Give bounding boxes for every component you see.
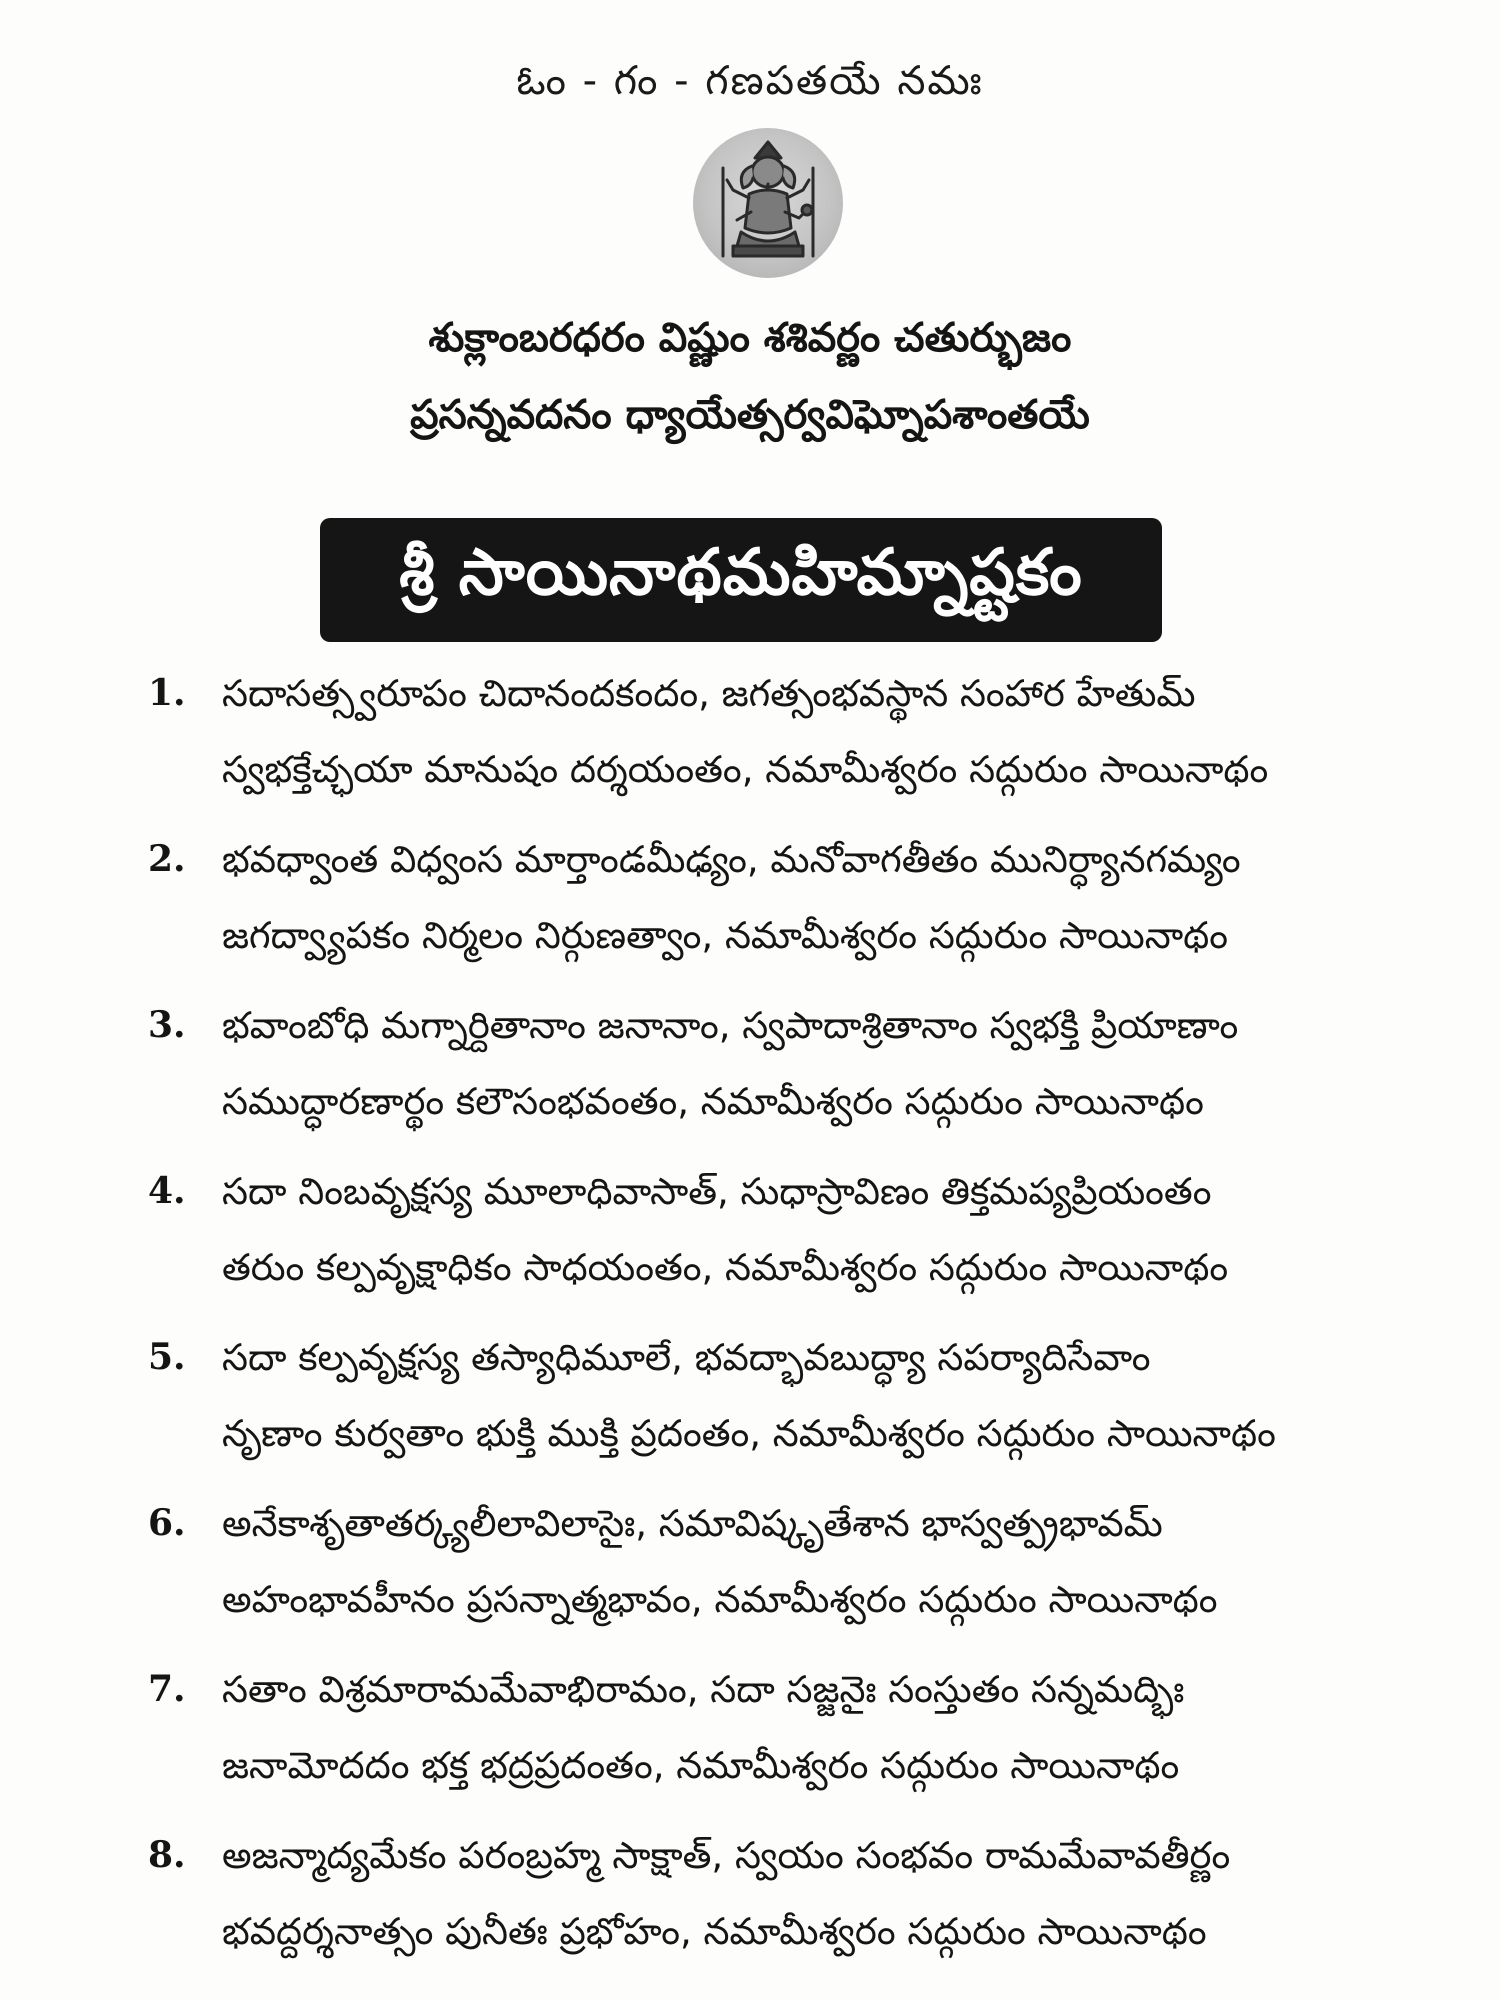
- verse-line-1: భవధ్వాంత విధ్వంస మార్తాండమీఢ్యం, మనోవాగతీతం మునిర్ధ్యానగమ్యం: [222, 838, 1241, 881]
- verse-number: 4.: [148, 1170, 186, 1212]
- verse-line-1: భవాంబోధి మగ్నార్దితానాం జనానాం, స్వపాదాశ్రితానాం స్వభక్తి ప్రియాణాం: [222, 1004, 1239, 1047]
- verse-number: 8.: [148, 1834, 186, 1876]
- verse-number: 6.: [148, 1502, 186, 1544]
- verse-number: 7.: [148, 1668, 186, 1710]
- verse-line-1: అజన్మాద్యమేకం పరంబ్రహ్మ సాక్షాత్, స్వయం సంభవం రామమేవావతీర్ణం: [222, 1834, 1231, 1877]
- verse-number: 2.: [148, 838, 186, 880]
- verse-line-2: జగద్వ్యాపకం నిర్మలం నిర్గుణత్వాం, నమామీశ్వరం సద్గురుం సాయినాథం: [222, 914, 1229, 957]
- shloka-line-2: ప్రసన్నవదనం ధ్యాయేత్సర్వవిఘ్నోపశాంతయే: [410, 392, 1090, 438]
- verse-line-2: తరుం కల్పవృక్షాధికం సాధయంతం, నమామీశ్వరం సద్గురుం సాయినాథం: [222, 1246, 1229, 1289]
- verse-line-2: స్వభక్తేచ్ఛయా మానుషం దర్శయంతం, నమామీశ్వరం సద్గురుం సాయినాథం: [222, 748, 1269, 791]
- verse-line-1: సదా కల్పవృక్షస్య తస్యాధిమూలే, భవద్భావబుద్ధ్యా సపర్యాదిసేవాం: [222, 1336, 1151, 1379]
- verse-line-1: సదాసత్స్వరూపం చిదానందకందం, జగత్సంభవస్థాన సంహార హేతుమ్: [222, 672, 1196, 715]
- verse-line-1: సతాం విశ్రమారామమేవాభిరామం, సదా సజ్జనైః సంస్తుతం సన్నమద్భిః: [222, 1668, 1185, 1711]
- verse-line-2: జనామోదదం భక్త భద్రప్రదంతం, నమామీశ్వరం సద్గురుం సాయినాథం: [222, 1744, 1180, 1787]
- verse-line-2: అహంభావహీనం ప్రసన్నాత్మభావం, నమామీశ్వరం సద్గురుం సాయినాథం: [222, 1578, 1218, 1621]
- verse-number: 3.: [148, 1004, 186, 1046]
- verse-line-2: సముద్ధారణార్థం కలౌసంభవంతం, నమామీశ్వరం సద్గురుం సాయినాథం: [222, 1080, 1204, 1123]
- verse-number: 1.: [148, 672, 186, 714]
- verse-line-2: భవద్దర్శనాత్సం పునీతః ప్రభోహం, నమామీశ్వరం సద్గురుం సాయినాథం: [222, 1910, 1207, 1953]
- verse-line-1: అనేకాశృతాతర్క్యలీలావిలాసైః, సమావిష్కృతేశాన భాస్వత్ప్రభావమ్: [222, 1502, 1163, 1545]
- verse-line-1: సదా నింబవృక్షస్య మూలాధివాసాత్, సుధాస్రావిణం తిక్తమప్యప్రియంతం: [222, 1170, 1212, 1213]
- page-title: శ్రీ సాయినాథమహిమ్నాష్టకం: [399, 535, 1083, 610]
- invocation-line: ఓం - గం - గణపతయే నమః: [516, 58, 984, 104]
- verse-number: 5.: [148, 1336, 186, 1378]
- verse-line-2: నృణాం కుర్వతాం భుక్తి ముక్తి ప్రదంతం, నమామీశ్వరం సద్గురుం సాయినాథం: [222, 1412, 1276, 1455]
- shloka-line-1: శుక్లాంబరధరం విష్ణుం శశివర్ణం చతుర్భుజం: [428, 315, 1072, 361]
